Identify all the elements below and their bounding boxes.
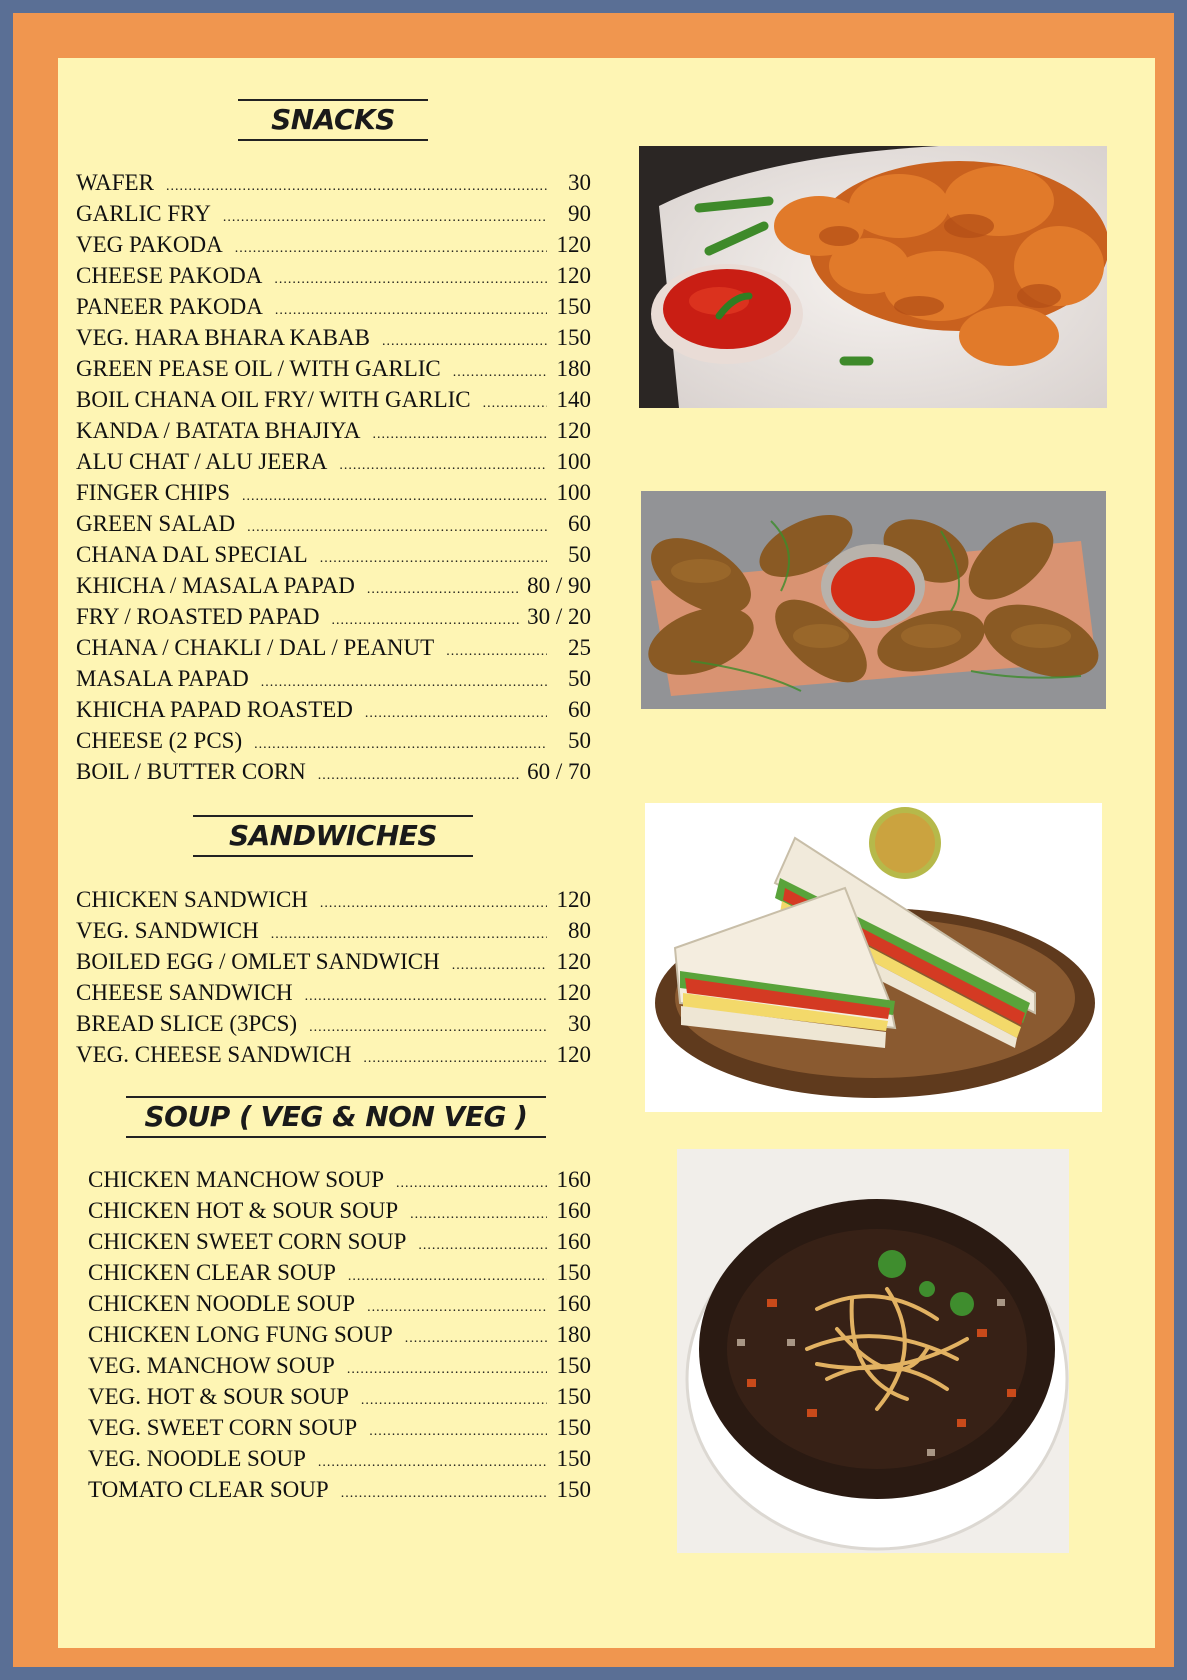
menu-item-name: BREAD SLICE (3PCS) [76, 1011, 298, 1036]
menu-item-name: BOILED EGG / OMLET SANDWICH [76, 949, 440, 974]
menu-item [76, 294, 591, 325]
menu-item-name: VEG. CHEESE SANDWICH [76, 1042, 352, 1067]
soup-photo [677, 1149, 1069, 1553]
menu-item-name: VEG. HARA BHARA KABAB [76, 325, 370, 350]
leader-dots [166, 179, 547, 195]
menu-item-name: KHICHA PAPAD ROASTED [76, 697, 353, 722]
menu-item [76, 573, 591, 604]
leader-dots [453, 365, 547, 381]
menu-item-price: 50 [568, 728, 591, 753]
menu-item-name: VEG. NOODLE SOUP [88, 1446, 306, 1471]
leader-dots [410, 1207, 547, 1223]
menu-item [88, 1415, 591, 1446]
menu-item-name: VEG. SWEET CORN SOUP [88, 1415, 358, 1440]
soup-list [88, 1167, 591, 1508]
menu-item [88, 1198, 591, 1229]
menu-item [76, 949, 591, 980]
menu-item-name: KANDA / BATATA BHAJIYA [76, 418, 361, 443]
menu-item [76, 232, 591, 263]
menu-item-name: VEG. SANDWICH [76, 918, 259, 943]
menu-item-name: CHANA / CHAKLI / DAL / PEANUT [76, 635, 435, 660]
menu-item-name: CHICKEN SANDWICH [76, 887, 308, 912]
menu-item [88, 1384, 591, 1415]
menu-item-name: CHEESE PAKODA [76, 263, 263, 288]
leader-dots [382, 334, 547, 350]
snacks-heading: SNACKS [238, 99, 428, 141]
menu-item [76, 666, 591, 697]
menu-item-name: PANEER PAKODA [76, 294, 263, 319]
menu-item-name: CHICKEN MANCHOW SOUP [88, 1167, 385, 1192]
menu-item-price: 50 [568, 666, 591, 691]
menu-item-price: 25 [568, 635, 591, 660]
leader-dots [320, 896, 547, 912]
leader-dots [483, 396, 547, 412]
leader-dots [318, 1455, 547, 1471]
sandwiches-list [76, 887, 591, 1073]
leader-dots [247, 520, 547, 536]
menu-item-name: CHICKEN NOODLE SOUP [88, 1291, 356, 1316]
leader-dots [418, 1238, 547, 1254]
menu-item-price: 160 [556, 1291, 591, 1316]
leader-dots [339, 458, 547, 474]
kabab-photo [641, 491, 1106, 709]
menu-item [76, 1011, 591, 1042]
menu-item-name: CHICKEN CLEAR SOUP [88, 1260, 336, 1285]
menu-item [76, 356, 591, 387]
menu-item-price: 60 [568, 511, 591, 536]
menu-item [76, 604, 591, 635]
menu-item [76, 480, 591, 511]
menu-item-price: 150 [556, 1415, 591, 1440]
sandwich-photo [645, 803, 1102, 1112]
menu-item [76, 542, 591, 573]
menu-item-name: WAFER [76, 170, 154, 195]
menu-item-price: 180 [556, 356, 591, 381]
menu-item [76, 449, 591, 480]
leader-dots [348, 1269, 547, 1285]
sandwiches-heading: SANDWICHES [193, 815, 473, 857]
menu-item-name: FRY / ROASTED PAPAD [76, 604, 320, 629]
menu-item [76, 1042, 591, 1073]
menu-item-name: MASALA PAPAD [76, 666, 249, 691]
leader-dots [446, 644, 547, 660]
menu-item [76, 511, 591, 542]
menu-item-name: CHICKEN SWEET CORN SOUP [88, 1229, 407, 1254]
menu-item [88, 1353, 591, 1384]
menu-item-price: 150 [556, 1477, 591, 1502]
menu-item-name: CHICKEN LONG FUNG SOUP [88, 1322, 393, 1347]
menu-item [76, 635, 591, 666]
menu-item-price: 160 [556, 1229, 591, 1254]
menu-item-name: KHICHA / MASALA PAPAD [76, 573, 355, 598]
menu-item-name: ALU CHAT / ALU JEERA [76, 449, 328, 474]
menu-item-name: FINGER CHIPS [76, 480, 231, 505]
menu-item-price: 30 / 20 [527, 604, 591, 629]
menu-item-price: 160 [556, 1167, 591, 1192]
leader-dots [320, 551, 547, 567]
leader-dots [274, 272, 547, 288]
leader-dots [318, 768, 519, 784]
leader-dots [365, 706, 547, 722]
menu-item [88, 1260, 591, 1291]
soup-heading: SOUP ( VEG & NON VEG ) [126, 1096, 546, 1138]
menu-item-price: 30 [568, 1011, 591, 1036]
menu-item [76, 887, 591, 918]
menu-frame [13, 13, 1174, 1667]
menu-item-price: 50 [568, 542, 591, 567]
leader-dots [242, 489, 547, 505]
pakoda-photo [639, 146, 1107, 408]
menu-item-price: 120 [556, 263, 591, 288]
leader-dots [261, 675, 547, 691]
leader-dots [367, 582, 519, 598]
menu-item-price: 150 [556, 1446, 591, 1471]
menu-item-price: 100 [556, 480, 591, 505]
menu-item-price: 120 [556, 418, 591, 443]
menu-item-price: 150 [556, 1260, 591, 1285]
leader-dots [254, 737, 547, 753]
menu-item-name: CHEESE (2 PCS) [76, 728, 243, 753]
menu-item [76, 418, 591, 449]
leader-dots [235, 241, 547, 257]
leader-dots [332, 613, 520, 629]
menu-item-name: GREEN SALAD [76, 511, 236, 536]
menu-item [88, 1446, 591, 1477]
menu-item [76, 980, 591, 1011]
leader-dots [341, 1486, 547, 1502]
menu-item [76, 170, 591, 201]
menu-item [76, 728, 591, 759]
menu-item-price: 120 [556, 232, 591, 257]
menu-item [88, 1229, 591, 1260]
menu-item-price: 160 [556, 1198, 591, 1223]
menu-item-price: 150 [556, 1353, 591, 1378]
menu-item-price: 120 [556, 887, 591, 912]
menu-item-price: 90 [568, 201, 591, 226]
leader-dots [396, 1176, 547, 1192]
menu-item [76, 201, 591, 232]
menu-item [88, 1167, 591, 1198]
menu-item-name: GREEN PEASE OIL / WITH GARLIC [76, 356, 441, 381]
menu-item [76, 325, 591, 356]
menu-item-price: 60 [568, 697, 591, 722]
snacks-list [76, 170, 591, 790]
menu-item-name: CHEESE SANDWICH [76, 980, 293, 1005]
menu-item-price: 80 / 90 [527, 573, 591, 598]
menu-item-price: 120 [556, 949, 591, 974]
menu-item [88, 1322, 591, 1353]
menu-item-price: 120 [556, 980, 591, 1005]
menu-item [88, 1477, 591, 1508]
menu-item-price: 80 [568, 918, 591, 943]
leader-dots [369, 1424, 547, 1440]
leader-dots [452, 958, 547, 974]
menu-item [76, 918, 591, 949]
menu-item [76, 759, 591, 790]
leader-dots [405, 1331, 547, 1347]
leader-dots [223, 210, 547, 226]
leader-dots [367, 1300, 547, 1316]
menu-item-name: CHICKEN HOT & SOUR SOUP [88, 1198, 399, 1223]
menu-item-price: 180 [556, 1322, 591, 1347]
menu-item-name: VEG PAKODA [76, 232, 223, 257]
menu-item-price: 60 / 70 [527, 759, 591, 784]
menu-item-name: BOIL CHANA OIL FRY/ WITH GARLIC [76, 387, 471, 412]
menu-item-price: 120 [556, 1042, 591, 1067]
menu-item [76, 263, 591, 294]
leader-dots [347, 1362, 547, 1378]
menu-item-name: BOIL / BUTTER CORN [76, 759, 306, 784]
menu-item-price: 30 [568, 170, 591, 195]
menu-item-price: 140 [556, 387, 591, 412]
menu-item-price: 150 [556, 294, 591, 319]
menu-item-name: CHANA DAL SPECIAL [76, 542, 308, 567]
menu-page [58, 58, 1155, 1648]
menu-item-name: VEG. MANCHOW SOUP [88, 1353, 335, 1378]
leader-dots [305, 989, 547, 1005]
menu-item [76, 697, 591, 728]
menu-item-price: 150 [556, 1384, 591, 1409]
menu-item-name: GARLIC FRY [76, 201, 211, 226]
leader-dots [372, 427, 547, 443]
menu-item-name: VEG. HOT & SOUR SOUP [88, 1384, 349, 1409]
menu-item-name: TOMATO CLEAR SOUP [88, 1477, 329, 1502]
menu-item-price: 150 [556, 325, 591, 350]
menu-item [88, 1291, 591, 1322]
leader-dots [275, 303, 547, 319]
leader-dots [271, 927, 547, 943]
leader-dots [363, 1051, 547, 1067]
menu-item [76, 387, 591, 418]
menu-item-price: 100 [556, 449, 591, 474]
leader-dots [361, 1393, 547, 1409]
leader-dots [309, 1020, 547, 1036]
